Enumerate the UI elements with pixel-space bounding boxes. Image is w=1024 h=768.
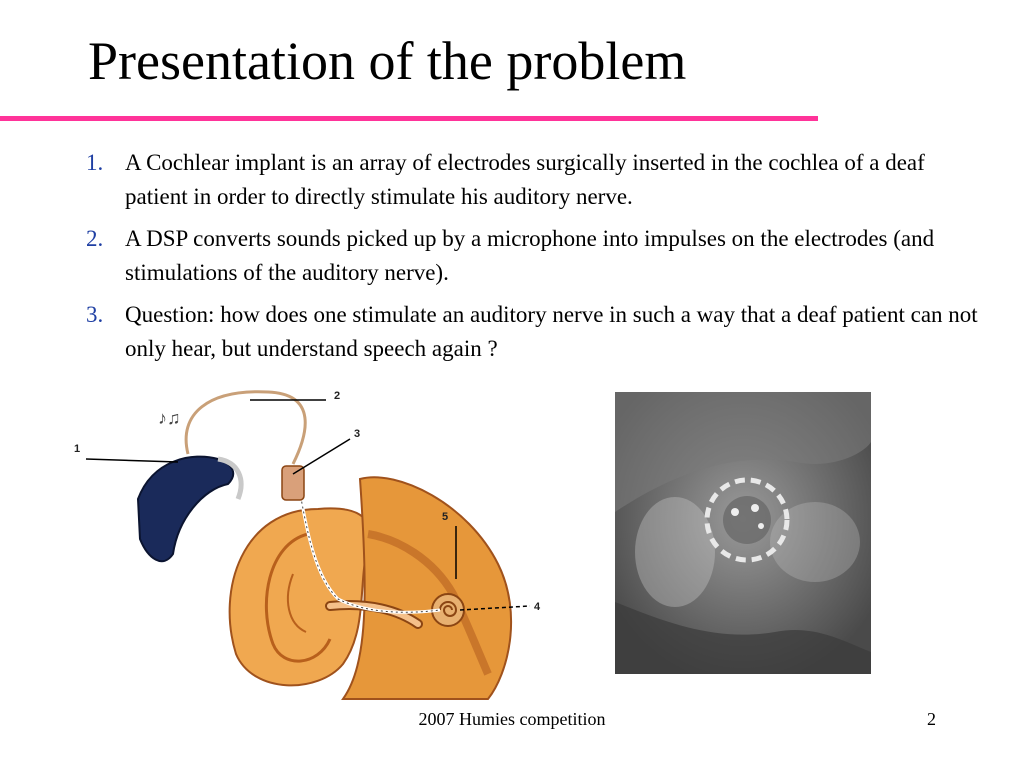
slide-footer: 2007 Humies competition (418, 709, 606, 729)
problem-list (80, 146, 980, 374)
callout-label-3: 3 (354, 428, 361, 440)
callout-label-2: 2 (334, 390, 341, 402)
list-item (80, 298, 980, 366)
callout-label-1: 1 (74, 443, 81, 455)
callout-label-5: 5 (442, 511, 449, 523)
list-item-number: 1. (86, 150, 104, 175)
slide-page-number: 2 (927, 709, 936, 729)
list-item-number: 2. (86, 226, 104, 251)
list-item-text: A DSP converts sounds picked up by a microphone into impulses on the electrodes (and stimulations of the auditory nerve). (125, 226, 935, 285)
list-item-text: A Cochlear implant is an array of electrodes surgically inserted in the cochlea of a deaf patient in order to directly stimulate his auditory nerve. (125, 150, 925, 209)
slide-title: Presentation of the problem (88, 31, 687, 91)
cochlea-xray-image (615, 392, 871, 674)
list-item (80, 222, 980, 290)
svg-text:♪♫: ♪♫ (158, 408, 181, 428)
list-item (80, 146, 980, 214)
list-item-number: 3. (86, 302, 104, 327)
cochlear-implant-diagram (68, 374, 550, 702)
list-item-text: Question: how does one stimulate an auditory nerve in such a way that a deaf patient can not only hear, but understand speech again ? (125, 302, 978, 361)
callout-label-4: 4 (534, 601, 541, 613)
title-underline (0, 116, 818, 121)
